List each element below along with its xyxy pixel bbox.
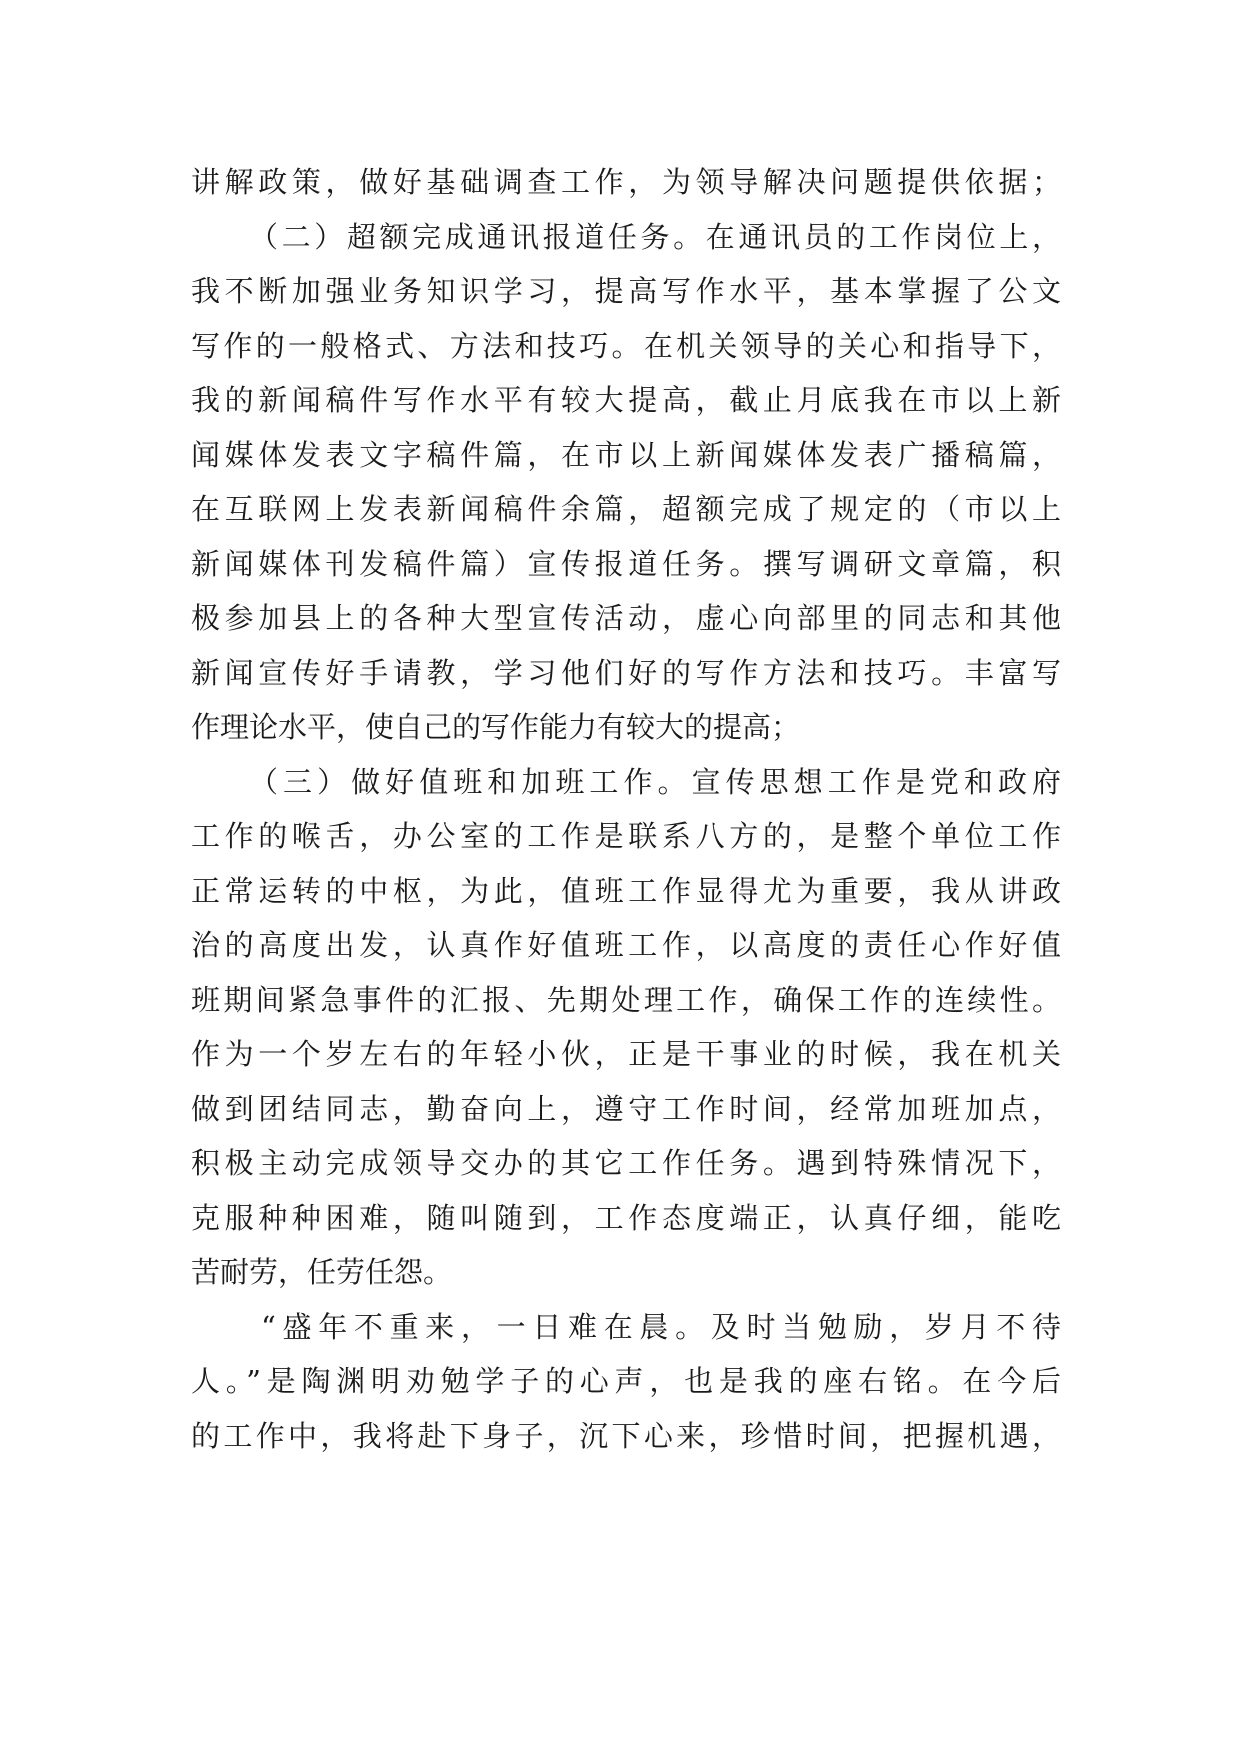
- text-line: 新闻媒体刊发稿件篇）宣传报道任务。撰写调研文章篇，积: [191, 546, 1061, 581]
- text-line: 积极主动完成领导交办的其它工作任务。遇到特殊情况下，: [191, 1146, 1061, 1180]
- text-line: 作理论水平，使自己的写作能力有较大的提高；: [191, 710, 801, 744]
- text-line: 讲解政策，做好基础调查工作，为领导解决问题提供依据；: [191, 165, 1061, 199]
- text-line: 做到团结同志，勤奋向上，遵守工作时间，经常加班加点，: [191, 1091, 1061, 1126]
- text-line: 的工作中，我将赴下身子，沉下心来，珍惜时间，把握机遇，: [191, 1418, 1061, 1453]
- text-line: 我不断加强业务知识学习，提高写作水平，基本掌握了公文: [191, 274, 1061, 308]
- text-line: “盛年不重来，一日难在晨。及时当勉励，岁月不待: [261, 1309, 1061, 1344]
- text-line: 作为一个岁左右的年轻小伙，正是干事业的时候，我在机关: [191, 1037, 1061, 1071]
- text-line: 极参加县上的各种大型宣传活动，虚心向部里的同志和其他: [191, 601, 1061, 635]
- text-line: （二）超额完成通讯报道任务。在通讯员的工作岗位上，: [249, 219, 1061, 254]
- text-line: 克服种种困难，随叫随到，工作态度端正，认真仔细，能吃: [191, 1200, 1061, 1235]
- text-line: 新闻宣传好手请教，学习他们好的写作方法和技巧。丰富写: [191, 655, 1061, 690]
- text-line: 人。”是陶渊明劝勉学子的心声，也是我的座右铭。在今后: [191, 1364, 1061, 1398]
- body-text: [191, 155, 1061, 1463]
- text-line: 工作的喉舌，办公室的工作是联系八方的，是整个单位工作: [191, 819, 1061, 853]
- text-line: 写作的一般格式、方法和技巧。在机关领导的关心和指导下，: [191, 328, 1061, 363]
- text-line: （三）做好值班和加班工作。宣传思想工作是党和政府: [249, 764, 1061, 799]
- text-line: 苦耐劳，任劳任怨。: [191, 1255, 453, 1289]
- text-line: 在互联网上发表新闻稿件余篇，超额完成了规定的（市以上: [191, 492, 1061, 526]
- text-line: 闻媒体发表文字稿件篇，在市以上新闻媒体发表广播稿篇，: [191, 437, 1061, 472]
- text-line: 班期间紧急事件的汇报、先期处理工作，确保工作的连续性。: [191, 982, 1061, 1017]
- text-line: 治的高度出发，认真作好值班工作，以高度的责任心作好值: [191, 928, 1061, 962]
- text-line: 我的新闻稿件写作水平有较大提高，截止月底我在市以上新: [191, 383, 1061, 417]
- text-line: 正常运转的中枢，为此，值班工作显得尤为重要，我从讲政: [191, 873, 1061, 908]
